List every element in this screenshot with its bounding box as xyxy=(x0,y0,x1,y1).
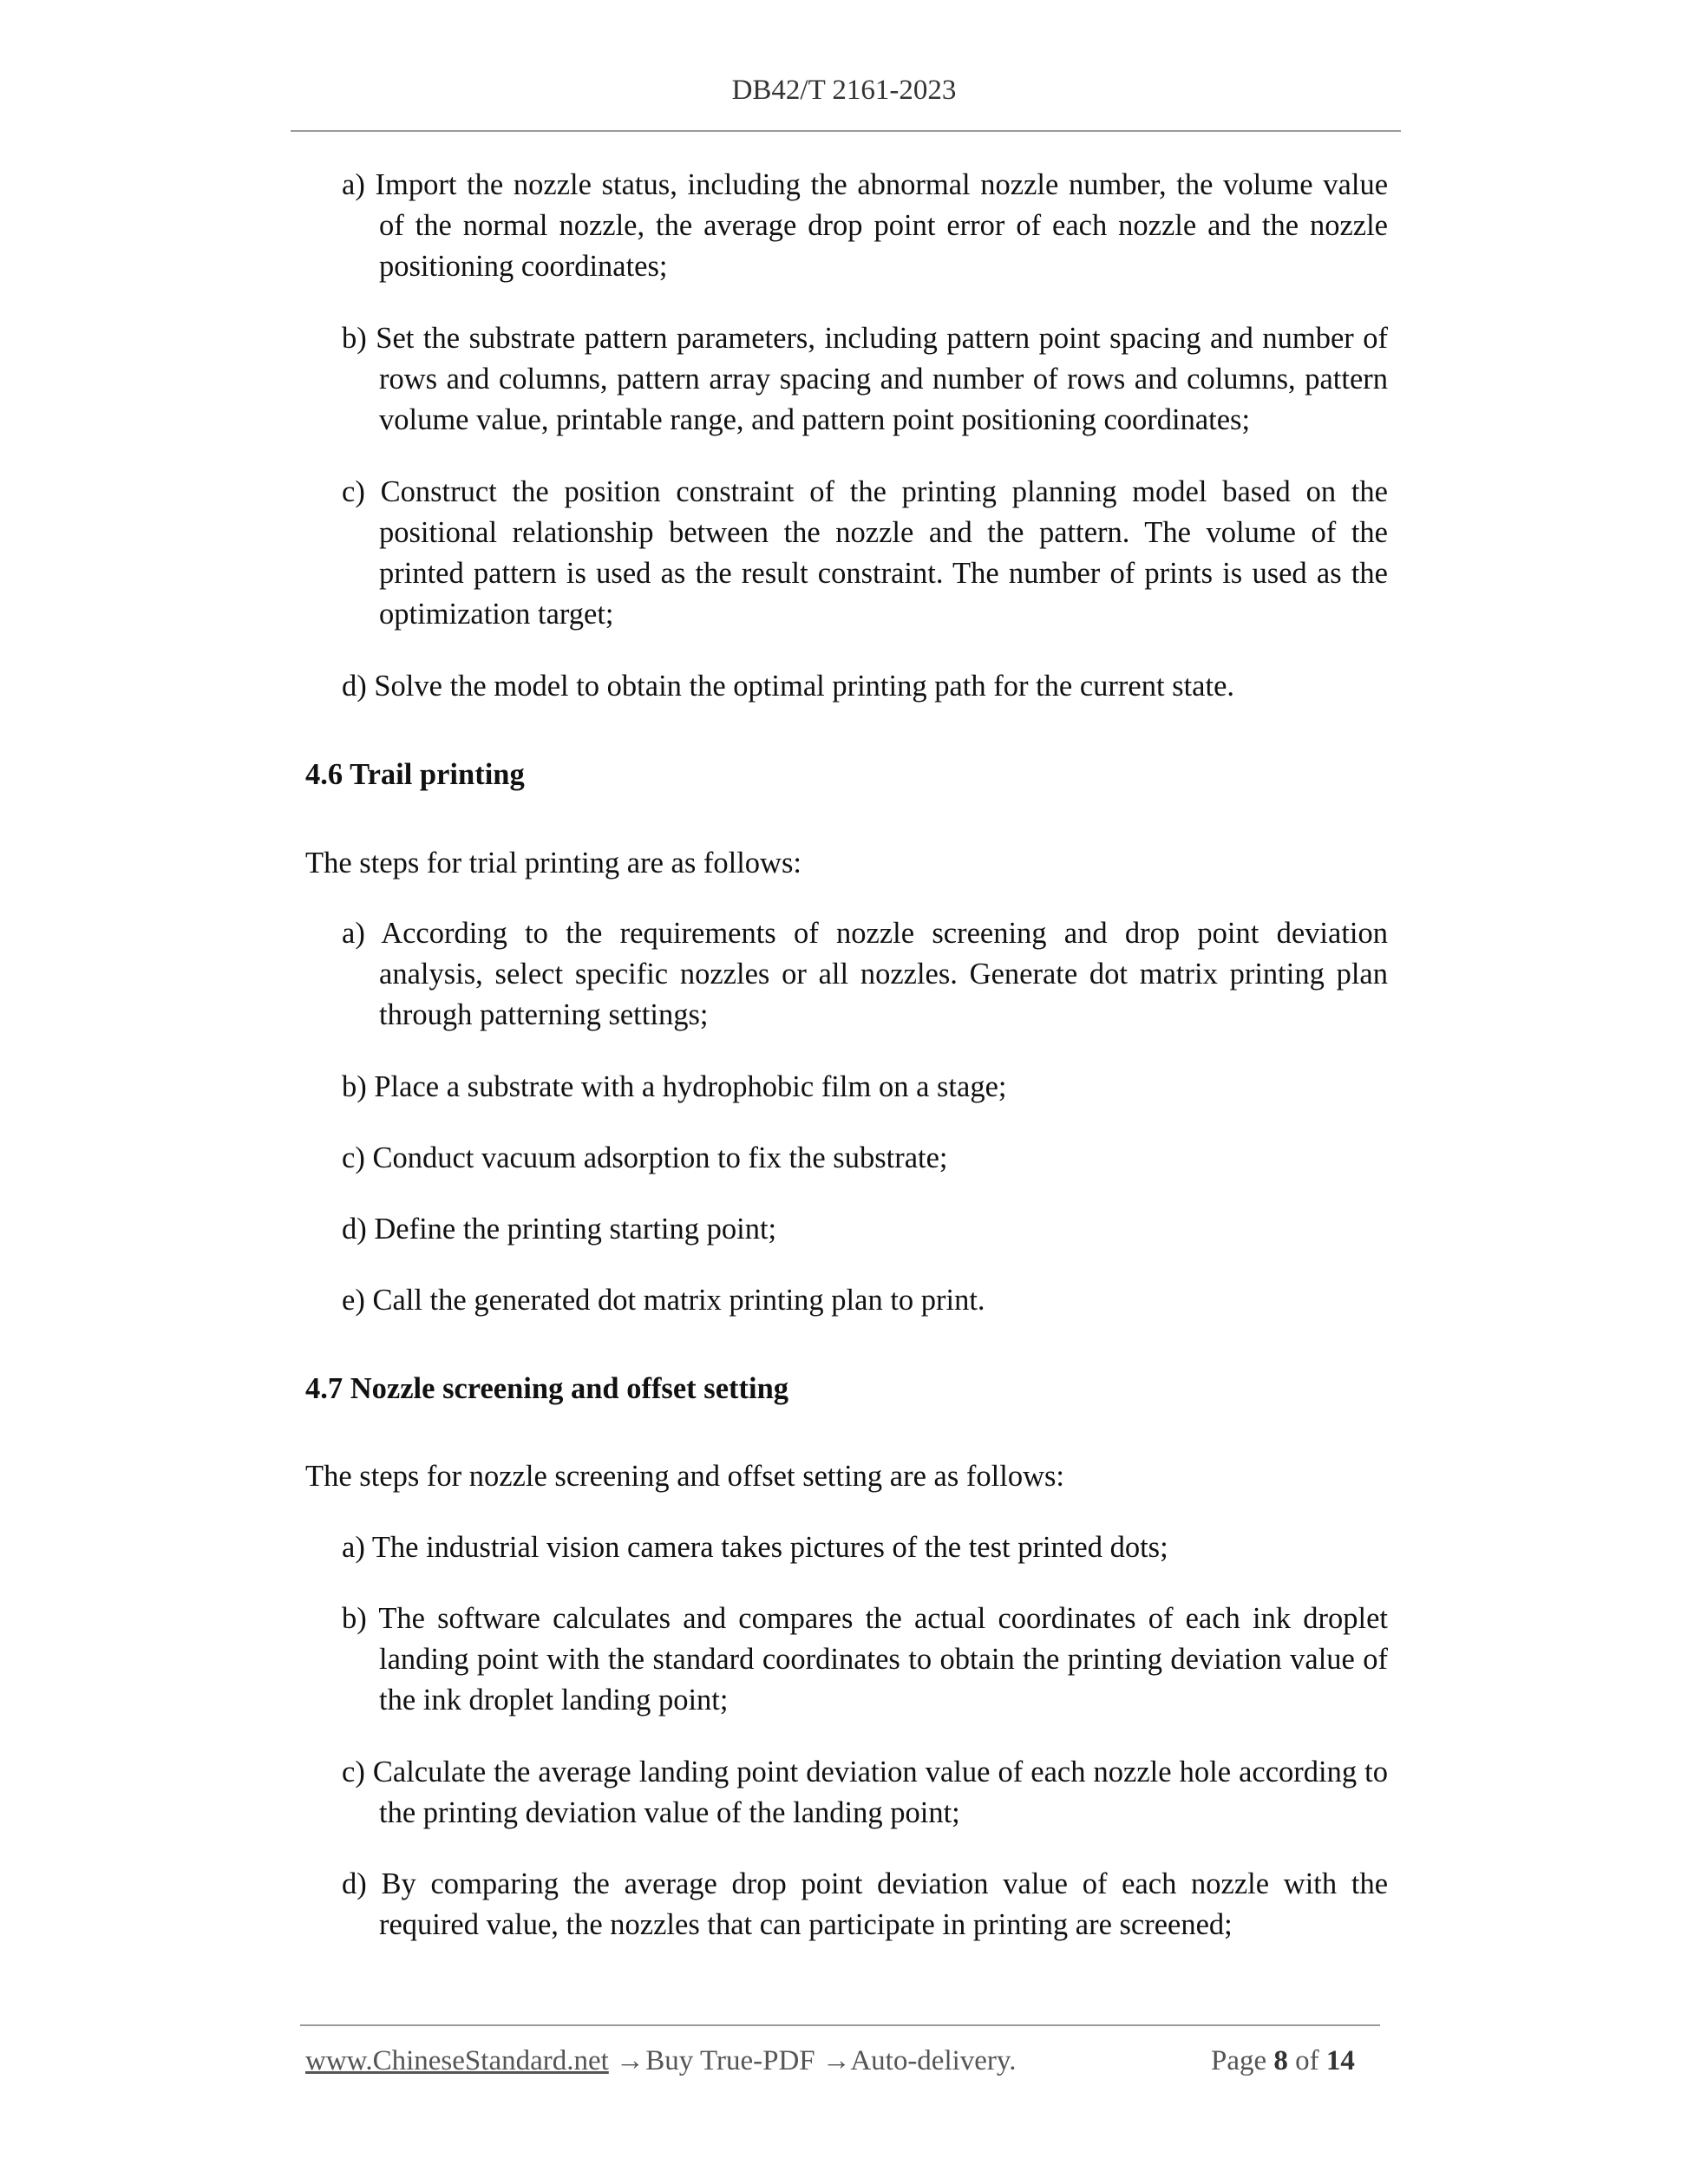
arrow-right-icon: → xyxy=(821,2045,851,2076)
list-text: Import the nozzle status, including the abnormal nozzle number, the volume value of the normal nozzle, the average drop point error of each nozzle and the nozzle positioning coordinates; xyxy=(375,168,1389,283)
list-item xyxy=(342,1067,1388,1108)
list-item xyxy=(342,666,1388,707)
list-text: Place a substrate with a hydrophobic film on a stage; xyxy=(374,1070,1007,1103)
list-marker: c) xyxy=(342,1141,365,1174)
list-item xyxy=(342,1280,1388,1321)
page-total: 14 xyxy=(1325,2045,1355,2076)
page-number xyxy=(1211,2045,1355,2077)
section-intro: The steps for trial printing are as follows: xyxy=(305,847,801,879)
list-item xyxy=(342,1752,1388,1834)
auto-delivery-text: Auto-delivery. xyxy=(850,2045,1017,2076)
list-marker: a) xyxy=(342,1531,365,1564)
list-marker: b) xyxy=(342,1070,367,1103)
page-of-label: of xyxy=(1295,2045,1319,2076)
website-link[interactable]: www.ChineseStandard.net xyxy=(305,2045,609,2076)
list-marker: a) xyxy=(342,168,365,201)
section-heading-4-7: 4.7 Nozzle screening and offset setting xyxy=(305,1372,789,1405)
list-item xyxy=(342,1209,1388,1250)
list-text: Conduct vacuum adsorption to fix the substrate; xyxy=(372,1141,948,1174)
list-marker: a) xyxy=(342,917,365,950)
list-marker: e) xyxy=(342,1284,365,1317)
list-item xyxy=(342,318,1388,441)
list-item xyxy=(342,913,1388,1036)
list-item xyxy=(342,1527,1388,1568)
list-text: Call the generated dot matrix printing plan to print. xyxy=(372,1284,985,1317)
list-marker: d) xyxy=(342,1213,367,1246)
list-text: Construct the position constraint of the printing planning model based on the positional relationship between the nozzle and the pattern. The volume of the printed pattern is used as the result constraint. The number of prints is used as the optimization target; xyxy=(379,475,1388,631)
page-current: 8 xyxy=(1273,2045,1288,2076)
buy-pdf-text: Buy True-PDF xyxy=(645,2045,815,2076)
list-item xyxy=(342,165,1388,287)
list-text: Solve the model to obtain the optimal printing path for the current state. xyxy=(374,670,1235,703)
list-text: Calculate the average landing point deviation value of each nozzle hole according to the printing deviation value of the landing point; xyxy=(372,1756,1389,1829)
arrow-right-icon: → xyxy=(616,2045,645,2076)
section-heading-4-6: 4.6 Trail printing xyxy=(305,758,525,791)
list-marker: c) xyxy=(342,1756,365,1788)
footer-divider xyxy=(300,2024,1380,2026)
list-item xyxy=(342,472,1388,635)
section-intro: The steps for nozzle screening and offset setting are as follows: xyxy=(305,1460,1064,1493)
document-id-header: DB42/T 2161-2023 xyxy=(731,75,957,106)
list-marker: b) xyxy=(342,322,367,355)
list-item xyxy=(342,1138,1388,1179)
list-text: The industrial vision camera takes pictures of the test printed dots; xyxy=(371,1531,1168,1564)
page-label: Page xyxy=(1211,2045,1267,2076)
list-text: Define the printing starting point; xyxy=(374,1213,777,1246)
list-item xyxy=(342,1864,1388,1945)
list-marker: d) xyxy=(342,670,367,703)
header-divider xyxy=(291,130,1401,132)
list-marker: c) xyxy=(342,475,365,508)
list-text: The software calculates and compares the actual coordinates of each ink droplet landing point with the standard coordinates to obtain the printing deviation value of the ink droplet landing point; xyxy=(378,1602,1388,1716)
list-text: According to the requirements of nozzle screening and drop point deviation analysis, select specific nozzles or all nozzles. Generate dot matrix printing plan through patterning settings; xyxy=(379,917,1388,1031)
list-marker: b) xyxy=(342,1602,367,1635)
footer-promo xyxy=(305,2045,1017,2077)
list-text: By comparing the average drop point deviation value of each nozzle with the required value, the nozzles that can participate in printing are screened; xyxy=(379,1867,1389,1941)
list-text: Set the substrate pattern parameters, including pattern point spacing and number of rows and columns, pattern array spacing and number of rows and columns, pattern volume value, printable range, and pattern point positioning coordinates; xyxy=(376,322,1389,436)
list-marker: d) xyxy=(342,1867,367,1900)
list-item xyxy=(342,1599,1388,1721)
